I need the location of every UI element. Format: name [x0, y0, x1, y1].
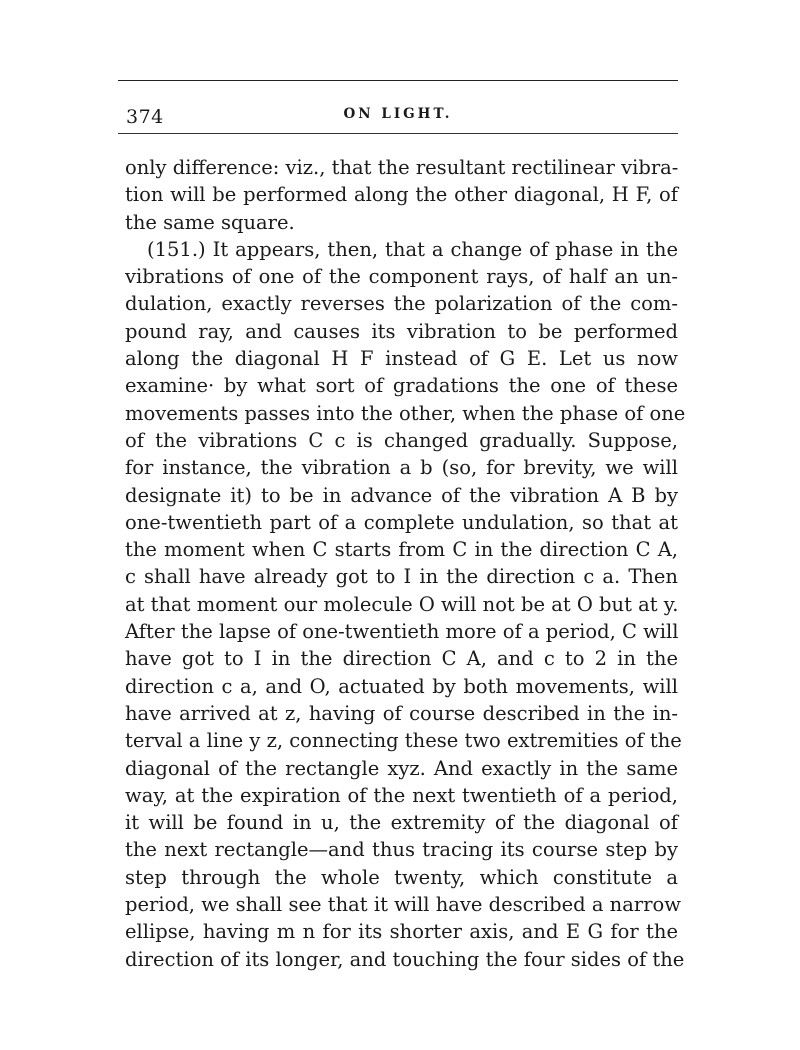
text-line: of the vibrations C c is changed gradually. Suppose, [125, 428, 678, 452]
text-line: c shall have already got to I in the direction c a. Then [125, 565, 678, 589]
text-line: After the lapse of one-twentieth more of a period, C will [125, 620, 679, 644]
text-line: have got to I in the direction C A, and c to 2 in the [125, 647, 678, 671]
text-line: direction c a, and O, actuated by both movements, will [125, 674, 678, 698]
running-head [118, 94, 678, 128]
text-line: pound ray, and causes its vibration to be performed [125, 319, 678, 343]
text-line: for instance, the vibration a b (so, for brevity, we will [125, 456, 678, 480]
running-title: ON LIGHT. [343, 106, 453, 122]
text-line: vibrations of one of the component rays, of half an un- [125, 265, 678, 289]
text-line: have arrived at z, having of course described in the in- [125, 701, 678, 725]
text-line: step through the whole twenty, which constitute a [125, 865, 678, 889]
header-rule [118, 133, 678, 134]
top-rule [118, 80, 678, 81]
text-line: the moment when C starts from C in the direction C A, [125, 538, 678, 562]
text-line: ellipse, having m n for its shorter axis, and E G for the [125, 920, 678, 944]
text-line: at that moment our molecule O will not be at O but at y. [125, 592, 679, 616]
text-line: dulation, exactly reverses the polarization of the com- [125, 292, 678, 316]
text-line: examine· by what sort of gradations the one of these [125, 374, 678, 398]
text-line: the next rectangle—and thus tracing its course step by [125, 838, 678, 862]
text-line: it will be found in u, the extremity of the diagonal of [125, 811, 678, 835]
text-line: terval a line y z, connecting these two extremities of the [125, 729, 682, 753]
paragraph-start-line: (151.) It appears, then, that a change of phase in the [147, 237, 678, 261]
text-line: designate it) to be in advance of the vibration A B by [125, 483, 678, 507]
text-line: movements passes into the other, when the phase of one [125, 401, 686, 425]
text-line: direction of its longer, and touching the four sides of the [125, 947, 685, 971]
body-text [125, 154, 686, 973]
text-line: tion will be performed along the other diagonal, H F, of [125, 183, 678, 207]
text-line: along the diagonal H F instead of G E. Let us now [125, 347, 678, 371]
text-line: way, at the expiration of the next twentieth of a period, [125, 783, 678, 807]
text-line: diagonal of the rectangle xyz. And exactly in the same [125, 756, 678, 780]
text-line: period, we shall see that it will have described a narrow [125, 893, 681, 917]
text-line: only difference: viz., that the resultant rectilinear vibra- [125, 156, 679, 179]
text-line: one-twentieth part of a complete undulation, so that at [125, 510, 678, 534]
text-line: the same square. [125, 210, 295, 234]
page-number: 374 [126, 106, 164, 128]
